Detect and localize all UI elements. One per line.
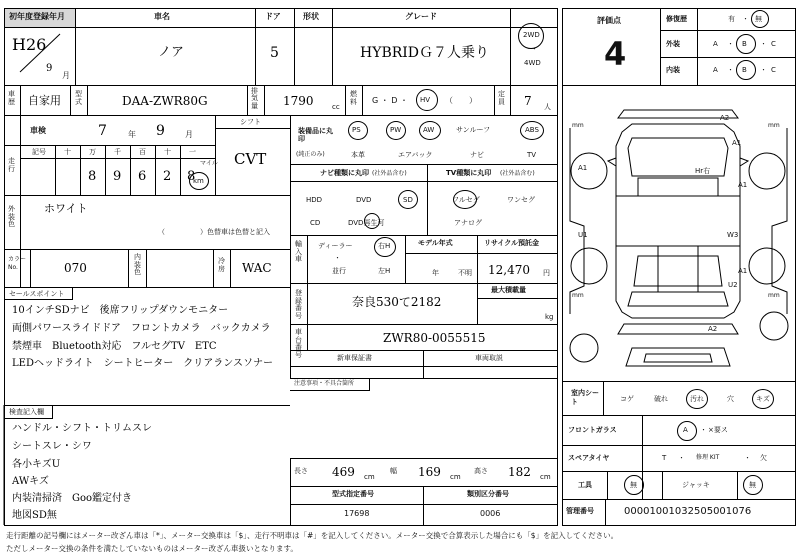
capacity-value: 7	[524, 94, 532, 108]
max-load-label: 最大積載量	[491, 286, 526, 294]
tv-opt-2: アナログ	[454, 219, 482, 227]
rating-label: 評価点	[597, 16, 621, 25]
tv-label: TV種類に丸印	[446, 169, 492, 177]
first-reg-year: H26	[12, 35, 47, 54]
sales-line-2: 禁煙車 Bluetooth対応 フルセグTV ETC	[12, 341, 217, 352]
equip-item2-2: ナビ	[470, 151, 484, 159]
chassis-label: 車台番号	[295, 328, 302, 360]
digit-header-5: 一	[189, 148, 196, 156]
tv-opt-0: フルセグ	[452, 196, 480, 204]
seat-opt-3: 穴	[727, 395, 734, 403]
equip-item-4: ABS	[525, 126, 539, 134]
management-label: 管理番号	[566, 507, 594, 515]
import-left: 左H	[378, 267, 391, 275]
model-year-unit: 年	[432, 269, 439, 277]
wheel-front-right	[749, 153, 785, 189]
int-c: C	[771, 66, 776, 74]
capacity-unit: 人	[544, 103, 551, 111]
mark-a2-bottom: A2	[708, 325, 718, 333]
rating-score: 4	[604, 35, 627, 73]
model-year-unknown: 不明	[458, 269, 472, 277]
recycle-label: リサイクル預託金	[484, 239, 540, 247]
first-reg-month: 9	[46, 63, 53, 74]
seat-opt-1: 破れ	[654, 395, 668, 403]
mileage-digit-1: 9	[113, 169, 122, 184]
max-load-unit: kg	[545, 313, 554, 321]
inspection-year: 7	[98, 123, 107, 139]
equip-item2-1: エアバック	[398, 151, 433, 159]
width-unit: cm	[450, 473, 461, 481]
mileage-unit-mile: マイル	[200, 160, 218, 167]
mileage-label: 走行	[8, 157, 15, 173]
caution-label: 注意事項・不具合箇所	[294, 380, 355, 387]
recycle-unit: 円	[543, 269, 550, 277]
mileage-digit-2: 6	[138, 169, 147, 184]
import-right: 右H	[378, 242, 391, 250]
car-name-label: 車名	[154, 12, 170, 21]
seat-opt-0: コゲ	[620, 395, 634, 403]
equip-item-1: PW	[390, 126, 402, 134]
navi-dvd-play-circle	[364, 213, 380, 229]
fuel-selected: HV	[420, 96, 431, 104]
int-b: B	[742, 66, 747, 74]
sales-points-label: セールスポイント	[9, 290, 65, 298]
digit-header-4: 十	[164, 148, 171, 156]
inspection-year-unit: 年	[128, 130, 136, 139]
windshield-a: A	[683, 426, 688, 434]
mm-3: mm	[572, 292, 584, 299]
wheel-spare-right	[760, 312, 788, 340]
inspector-notes-label: 検査記入欄	[9, 408, 44, 416]
interior-label: 内装	[666, 66, 680, 74]
repair-label: 修復歴	[666, 15, 687, 23]
displacement-label: 排気量	[251, 87, 258, 110]
chassis-value: ZWR80-0055515	[383, 331, 486, 345]
windshield-label: フロントガラス	[568, 426, 617, 434]
equip-item-2: AW	[423, 126, 435, 134]
windshield-x: ×要ス	[708, 426, 728, 434]
color-label: 外装色	[8, 205, 15, 229]
spare-dot: ・	[678, 454, 685, 462]
type-no-label: 型式指定番号	[332, 490, 374, 498]
drive-4wd: 4WD	[524, 59, 541, 67]
jack-none: 無	[749, 481, 756, 489]
spare-t: T	[662, 454, 667, 462]
ext-c: C	[771, 40, 776, 48]
import-label: 輸入車	[295, 240, 302, 264]
ac-value: WAC	[242, 261, 272, 275]
seat-opt-2: 汚れ	[690, 395, 704, 403]
exterior-label: 外装	[666, 40, 680, 48]
ac-label: 冷房	[218, 257, 225, 273]
equip-item2-0: 本革	[351, 151, 365, 159]
jack-label: ジャッキ	[682, 481, 710, 489]
navi-opt-4: DVD再生可	[348, 219, 385, 227]
color-code-label: カラーNo.	[8, 256, 27, 271]
import-parallel: 並行	[332, 267, 346, 275]
color-value: ホワイト	[44, 202, 88, 215]
mm-1: mm	[572, 122, 584, 129]
tools-none: 無	[630, 481, 637, 489]
wheel-spare-left	[570, 334, 598, 362]
mark-a1-right: A1	[732, 139, 742, 147]
drive-2wd: 2WD	[523, 31, 540, 39]
note-line-5: 地図SD無	[12, 510, 57, 521]
first-reg-label: 初年度登録年月	[9, 12, 65, 21]
capacity-label: 定員	[498, 90, 505, 106]
door-label: ドア	[265, 12, 281, 21]
door-count: 5	[270, 45, 279, 61]
interior-color-label: 内装色	[134, 253, 141, 277]
mm-2: mm	[768, 122, 780, 129]
shift-label: シフト	[240, 118, 261, 126]
class-no-label: 類別区分番号	[467, 490, 509, 498]
mark-a1-bottom-right: A1	[738, 267, 748, 275]
navi-sub: (社外品含む)	[372, 170, 407, 177]
grade-label: グレード	[405, 12, 437, 21]
navi-opt-2: SD	[403, 196, 413, 204]
mark-a2-top: A2	[720, 114, 730, 122]
height-label: 高さ	[474, 467, 488, 475]
seat-opt-4: キズ	[756, 395, 770, 403]
fuel-label: 燃料	[350, 90, 357, 106]
spare-kit: 修理 KIT	[696, 454, 720, 461]
management-value: 00001001032505001076	[624, 506, 752, 517]
model-year-label: モデル年式	[418, 239, 453, 247]
repair-dot: ・	[742, 15, 749, 23]
digit-header-1: 万	[89, 148, 96, 156]
side-outline-left	[570, 128, 584, 314]
drive-dot: ・	[531, 45, 538, 53]
ext-b: B	[742, 40, 747, 48]
registration-value: 奈良530て2182	[352, 295, 442, 309]
equip-item-0: PS	[352, 126, 361, 134]
mark-w3: W3	[727, 231, 739, 239]
shift-value: CVT	[234, 150, 267, 168]
navi-opt-1: DVD	[356, 196, 372, 204]
length-value: 469	[332, 465, 355, 479]
digit-header-2: 千	[114, 148, 121, 156]
note-line-2: 各小キズU	[12, 459, 61, 470]
repair-opt-none: 無	[755, 15, 762, 23]
fuel-paren: （ ）	[445, 96, 477, 105]
navi-opt-3: CD	[310, 219, 321, 227]
tools-label: 工具	[578, 481, 592, 489]
rear-view-outline	[626, 348, 730, 366]
model-label: 型式	[75, 90, 82, 106]
spare-dot2: ・	[744, 454, 751, 462]
type-no-value: 17698	[344, 509, 370, 518]
recycle-value: 12,470	[488, 263, 530, 277]
int-dot2: ・	[760, 66, 767, 74]
usage-label: 車歴	[8, 90, 15, 106]
mileage-digit-3: 2	[163, 169, 172, 184]
equipment-sublabel: (純正のみ)	[296, 151, 325, 158]
int-a: A	[713, 66, 718, 74]
usage-value: 自家用	[28, 94, 61, 107]
displacement-unit: cc	[332, 103, 340, 111]
note-line-0: ハンドル・シフト・トリムスレ	[12, 423, 152, 434]
spare-tire-label: スペアタイヤ	[568, 454, 610, 462]
length-label: 長さ	[294, 467, 308, 475]
wheel-front-left	[571, 153, 607, 189]
width-value: 169	[418, 465, 441, 479]
width-label: 幅	[390, 467, 397, 475]
wheel-rear-left	[571, 248, 607, 284]
inspection-month: 9	[156, 123, 165, 139]
shape-label: 形状	[303, 12, 319, 21]
first-reg-month-unit: 月	[62, 71, 70, 80]
sales-line-0: 10インチSDナビ 後席フリップダウンモニター	[12, 305, 229, 316]
ext-dot1: ・	[727, 40, 734, 48]
windshield-dot: ・	[700, 426, 707, 434]
mileage-record-header: 記号	[32, 148, 46, 156]
int-dot1: ・	[727, 66, 734, 74]
tv-sub: (社外品含む)	[500, 170, 535, 177]
mileage-unit-km: km	[193, 177, 204, 185]
rear-window-outline	[634, 256, 722, 286]
tv-opt-1: ワンセグ	[507, 196, 535, 204]
color-code-value: 070	[64, 261, 87, 275]
warranty-manual: 車両取説	[475, 354, 503, 362]
sales-line-3: LEDヘッドライト シートヒーター クリアランスソナー	[12, 358, 273, 369]
mark-u1-left: U1	[578, 231, 588, 239]
fuel-options: G ・ D ・	[372, 96, 408, 105]
digit-header-3: 百	[139, 148, 146, 156]
body-outline	[616, 124, 740, 318]
model-value: DAA-ZWR80G	[122, 94, 208, 108]
equipment-label: 装備品に丸印	[298, 127, 333, 144]
ext-dot2: ・	[760, 40, 767, 48]
color-note: （ ）色替車は色替と記入	[158, 228, 270, 236]
height-value: 182	[508, 465, 531, 479]
navi-opt-0: HDD	[306, 196, 323, 204]
spare-none: 欠	[760, 454, 767, 462]
side-outline-right	[772, 128, 787, 314]
note-line-1: シートスレ・シワ	[12, 441, 92, 452]
windshield-outline	[628, 138, 728, 176]
import-dot: ・	[334, 254, 341, 262]
mileage-digit-4: 8	[187, 169, 196, 184]
interior-seat-label: 室内シート	[571, 389, 599, 407]
note-line-3: AWキズ	[12, 476, 49, 487]
mark-a1-right2: A1	[738, 181, 748, 189]
sales-line-1: 両側パワースライドドア フロントカメラ バックカメラ	[12, 323, 271, 334]
footer-line-1: 走行距離の記号欄にはメーター改ざん車は「*」、メーター交換車は「$」、走行不明車は「#」を記入してください。メーター交換で合算表示した場合にも「$」を記入してください。	[6, 531, 619, 540]
warranty-new-car: 新車保証書	[337, 354, 372, 362]
class-no-value: 0006	[480, 509, 501, 518]
length-unit: cm	[364, 473, 375, 481]
mileage-digit-0: 8	[88, 169, 97, 184]
car-name-value: ノア	[158, 45, 185, 60]
footer-line-2: ただしメーター交換の条件を満たしていないものはメーター改ざん車扱いとなります。	[6, 544, 298, 553]
repair-opt-yes: 有	[728, 15, 735, 23]
equip-item2-3: TV	[527, 151, 537, 159]
height-unit: cm	[540, 473, 551, 481]
equip-item-3: サンルーフ	[456, 126, 491, 134]
import-dealer: ディーラー	[318, 242, 353, 250]
ext-a: A	[713, 40, 718, 48]
car-condition-diagram	[562, 86, 795, 381]
wheel-rear-right	[749, 248, 785, 284]
note-line-4: 内装清掃済 Goo鑑定付き	[12, 493, 133, 504]
grade-value: HYBRIDＧ７人乗り	[360, 45, 490, 61]
mark-a1-left: A1	[578, 164, 588, 172]
displacement-value: 1790	[283, 94, 314, 108]
inspection-month-unit: 月	[185, 130, 193, 139]
mm-4: mm	[768, 292, 780, 299]
navi-label: ナビ種類に丸印	[320, 169, 369, 177]
registration-label: 登録番号	[295, 289, 302, 321]
rear-bumper	[618, 324, 738, 334]
inspection-label: 車検	[30, 126, 46, 135]
digit-header-0: 十	[64, 148, 71, 156]
mark-hr: Hr右	[695, 167, 711, 175]
mark-u2: U2	[728, 281, 738, 289]
